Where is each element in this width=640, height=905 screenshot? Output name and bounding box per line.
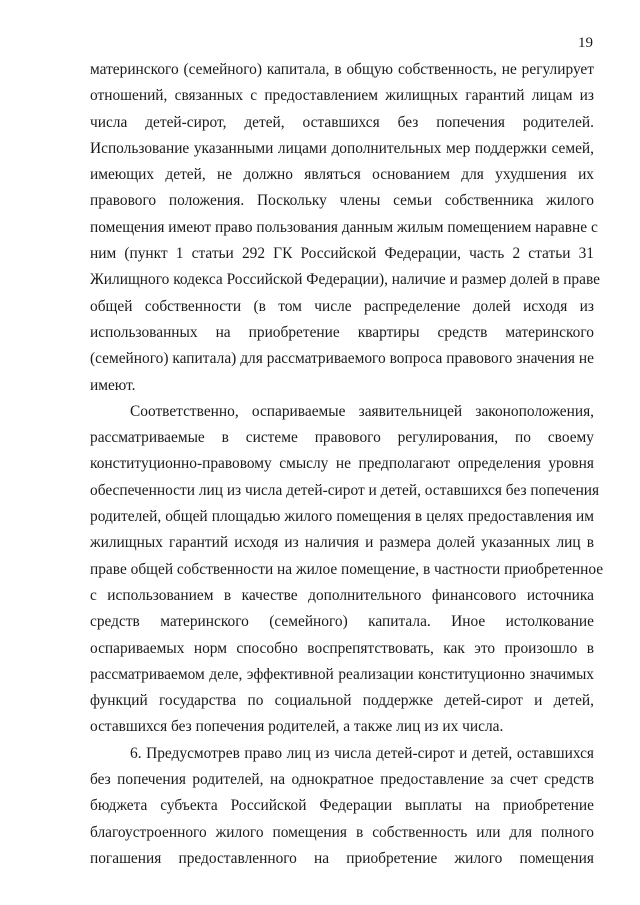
text-line: жилищных гарантий исходя из наличия и размера долей указанных лиц в — [90, 534, 594, 552]
text-line: отношений, связанных с предоставлением жилищных гарантий лицам из — [90, 87, 594, 105]
text-line: без попечения родителей, на однократное предоставление за счет средств — [90, 771, 594, 789]
paragraph-first-line: 6. Предусмотрев право лиц из числа детей-сирот и детей, оставшихся — [130, 744, 594, 762]
text-line: Использование указанными лицами дополнительных мер поддержки семей, — [90, 139, 594, 157]
text-line: обеспеченности лиц из числа детей-сирот и детей, оставшихся без попечения — [90, 481, 600, 499]
text-line: с использованием в качестве дополнительного финансового источника — [90, 586, 594, 604]
text-line: оспариваемых норм способно воспрепятствовать, как это произошло в — [90, 639, 594, 657]
text-line: Жилищного кодекса Российской Федерации), наличие и размер долей в праве — [90, 271, 600, 289]
text-line: материнского (семейного) капитала, в общую собственность, не регулирует — [90, 61, 594, 78]
page-number: 19 — [578, 35, 593, 51]
text-line: родителей, общей площадью жилого помещения в целях предоставления им — [90, 508, 594, 526]
text-line: числа детей-сирот, детей, оставшихся без попечения родителей. — [90, 113, 594, 131]
text-line: оставшихся без попечения родителей, а также лиц из их числа. — [90, 718, 504, 736]
text-line: погашения предоставленного на приобретение жилого помещения — [90, 849, 594, 867]
text-line: (семейного) капитала) для рассматриваемого вопроса правового значения не — [90, 350, 594, 368]
text-line: использованных на приобретение квартиры средств материнского — [90, 323, 594, 341]
text-line: благоустроенного жилого помещения в собственность или для полного — [90, 823, 594, 841]
text-line: правового положения. Поскольку члены семьи собственника жилого — [90, 192, 594, 210]
text-line: функций государства по социальной поддержке детей-сирот и детей, — [90, 692, 594, 710]
text-line: имеют. — [90, 376, 136, 394]
text-line: общей собственности (в том числе распределение долей исходя из — [90, 297, 594, 315]
text-line: бюджета субъекта Российской Федерации выплаты на приобретение — [90, 797, 594, 815]
body-text — [90, 57, 604, 872]
text-line: рассматриваемые в системе правового регулирования, по своему — [90, 429, 594, 447]
text-line: ним (пункт 1 статьи 292 ГК Российской Федерации, часть 2 статьи 31 — [90, 245, 594, 263]
text-line: средств материнского (семейного) капитала. Иное истолкование — [90, 613, 594, 631]
text-line: праве общей собственности на жилое помещение, в частности приобретенное — [90, 560, 604, 578]
paragraph-first-line: Соответственно, оспариваемые заявительницей законоположения, — [130, 402, 594, 420]
text-line: помещения имеют право пользования данным жилым помещением наравне с — [90, 218, 598, 236]
text-line: рассматриваемом деле, эффективной реализации конституционно значимых — [90, 665, 594, 683]
text-line: конституционно-правовому смыслу не предполагают определения уровня — [90, 455, 594, 473]
text-line: имеющих детей, не должно являться основанием для ухудшения их — [90, 166, 594, 184]
